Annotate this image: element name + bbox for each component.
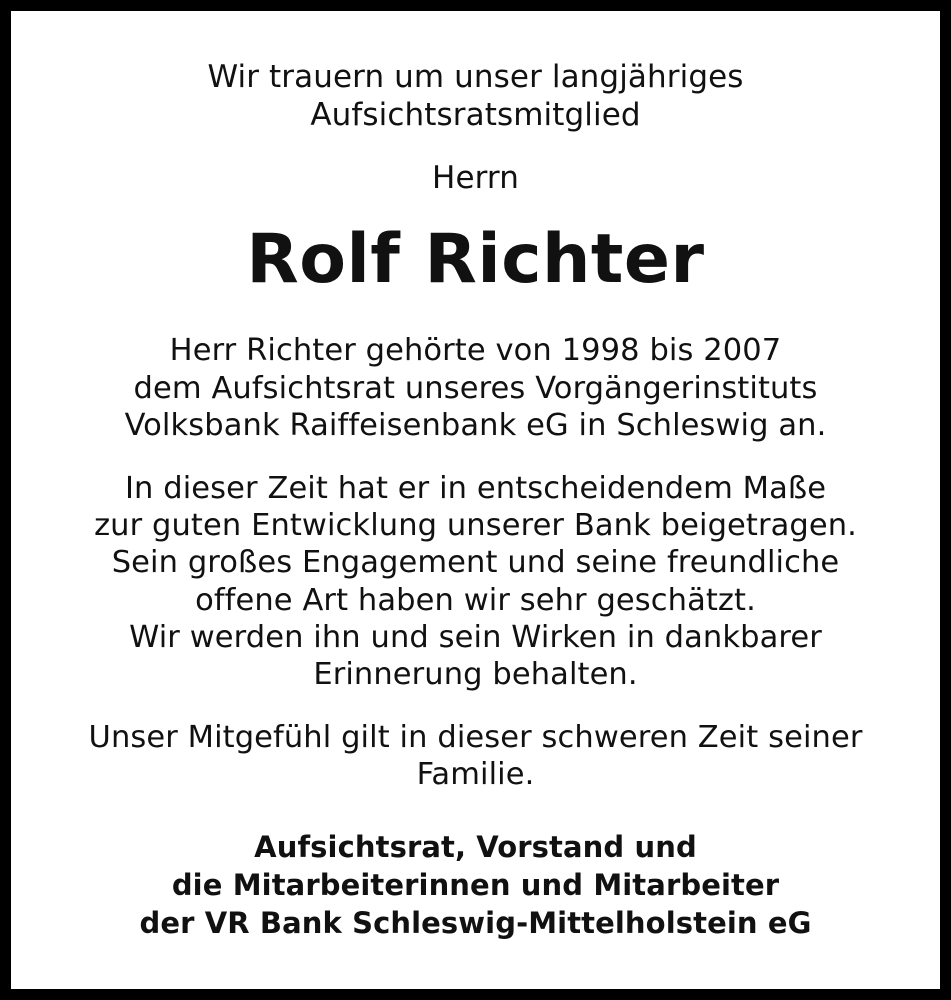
paragraph-tribute-line-6: Erinnerung behalten. <box>313 657 638 693</box>
paragraph-tribute-line-3: Sein großes Engagement und seine freundliche <box>111 545 840 581</box>
intro-line-1: Wir trauern um unser langjähriges <box>207 59 744 95</box>
paragraph-tribute <box>49 470 902 693</box>
salutation: Herrn <box>432 159 519 196</box>
signature-line-3: der VR Bank Schleswig-Mittelholstein eG <box>139 906 812 941</box>
deceased-name: Rolf Richter <box>246 220 705 300</box>
paragraph-biography-line-2: dem Aufsichtsrat unseres Vorgängerinstituts <box>133 370 818 406</box>
intro-line-2: Aufsichtsratsmitglied <box>310 96 641 133</box>
signature-line-2: die Mitarbeiterinnen und Mitarbeiter <box>171 867 780 902</box>
signature-line-1: Aufsichtsrat, Vorstand und <box>254 829 697 864</box>
intro-block <box>207 51 743 135</box>
signature-block <box>49 828 902 943</box>
paragraph-biography-line-1: Herr Richter gehörte von 1998 bis 2007 <box>169 333 782 369</box>
paragraph-condolence <box>49 719 902 793</box>
paragraph-biography-line-3: Volksbank Raiffeisenbank eG in Schleswig an. <box>124 407 827 443</box>
paragraph-biography <box>49 332 902 444</box>
paragraph-tribute-line-5: Wir werden ihn und sein Wirken in dankbarer <box>129 619 822 655</box>
paragraph-tribute-line-2: zur guten Entwicklung unserer Bank beigetragen. <box>94 508 857 544</box>
paragraph-tribute-line-1: In dieser Zeit hat er in entscheidendem Maße <box>124 471 827 506</box>
paragraph-condolence-line-2: Familie. <box>416 757 535 793</box>
paragraph-condolence-line-1: Unser Mitgefühl gilt in dieser schweren Zeit seiner <box>88 720 863 756</box>
paragraph-tribute-line-4: offene Art haben wir sehr geschätzt. <box>195 582 756 618</box>
